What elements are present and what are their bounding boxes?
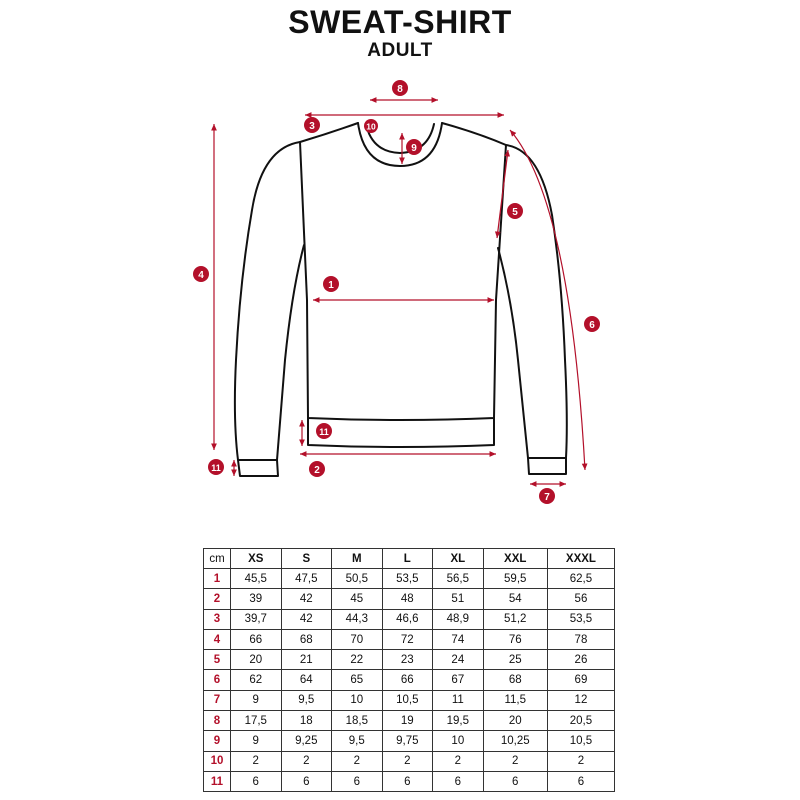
- measurement-label: 2: [204, 589, 231, 609]
- table-cell: 2: [231, 751, 282, 771]
- table-cell: 10,25: [483, 731, 547, 751]
- table-cell: 42: [281, 609, 332, 629]
- table-cell: 59,5: [483, 569, 547, 589]
- table-cell: 18,5: [332, 711, 383, 731]
- marker-7: [539, 488, 555, 504]
- table-row: [204, 771, 615, 791]
- table-cell: 6: [231, 771, 282, 791]
- body-outline: [300, 123, 506, 420]
- table-cell: 70: [332, 629, 383, 649]
- table-cell: 67: [433, 670, 484, 690]
- table-cell: 50,5: [332, 569, 383, 589]
- table-cell: 6: [433, 771, 484, 791]
- table-cell: 11,5: [483, 690, 547, 710]
- table-cell: 11: [433, 690, 484, 710]
- marker-6-label: 6: [589, 320, 595, 331]
- table-cell: 25: [483, 650, 547, 670]
- table-cell: 2: [281, 751, 332, 771]
- table-cell: 2: [332, 751, 383, 771]
- marker-11-cuff-label: 11: [211, 463, 221, 473]
- table-cell: 6: [332, 771, 383, 791]
- marker-8-label: 8: [397, 84, 403, 95]
- table-row: [204, 690, 615, 710]
- table-cell: 48,9: [433, 609, 484, 629]
- size-chart-table: [203, 548, 615, 792]
- marker-5-label: 5: [512, 207, 518, 218]
- marker-3: [304, 117, 320, 133]
- table-cell: 9,5: [332, 731, 383, 751]
- table-cell: 6: [483, 771, 547, 791]
- marker-2-label: 2: [314, 465, 320, 476]
- table-row: [204, 731, 615, 751]
- left-cuff: [238, 460, 278, 476]
- table-row: [204, 609, 615, 629]
- table-cell: 68: [281, 629, 332, 649]
- table-cell: 45: [332, 589, 383, 609]
- table-cell: 23: [382, 650, 433, 670]
- size-header-xxxl: XXXL: [547, 549, 614, 569]
- left-sleeve: [235, 142, 304, 460]
- page-title: SWEAT-SHIRT: [288, 4, 512, 40]
- measurement-label: 7: [204, 690, 231, 710]
- table-cell: 72: [382, 629, 433, 649]
- table-row: [204, 629, 615, 649]
- table-cell: 17,5: [231, 711, 282, 731]
- table-cell: 56: [547, 589, 614, 609]
- table-cell: 65: [332, 670, 383, 690]
- table-cell: 64: [281, 670, 332, 690]
- table-cell: 9,75: [382, 731, 433, 751]
- table-cell: 39: [231, 589, 282, 609]
- table-cell: 9: [231, 731, 282, 751]
- table-cell: 42: [281, 589, 332, 609]
- unit-header: cm: [204, 549, 231, 569]
- marker-7-label: 7: [544, 492, 550, 503]
- table-row: [204, 751, 615, 771]
- table-cell: 10,5: [547, 731, 614, 751]
- table-cell: 22: [332, 650, 383, 670]
- table-cell: 9,5: [281, 690, 332, 710]
- table-cell: 10: [332, 690, 383, 710]
- measurement-label: 9: [204, 731, 231, 751]
- marker-3-label: 3: [309, 121, 315, 132]
- table-cell: 18: [281, 711, 332, 731]
- table-cell: 10,5: [382, 690, 433, 710]
- table-cell: 26: [547, 650, 614, 670]
- measurement-label: 8: [204, 711, 231, 731]
- measurement-label: 1: [204, 569, 231, 589]
- table-cell: 66: [382, 670, 433, 690]
- marker-1: [323, 276, 339, 292]
- size-header-xs: XS: [231, 549, 282, 569]
- right-cuff: [528, 458, 566, 474]
- size-header-xxl: XXL: [483, 549, 547, 569]
- table-row: [204, 589, 615, 609]
- table-cell: 62,5: [547, 569, 614, 589]
- table-row: [204, 711, 615, 731]
- table-cell: 6: [281, 771, 332, 791]
- table-cell: 78: [547, 629, 614, 649]
- table-cell: 56,5: [433, 569, 484, 589]
- measurement-label: 6: [204, 670, 231, 690]
- marker-1-label: 1: [328, 280, 334, 291]
- table-cell: 21: [281, 650, 332, 670]
- table-cell: 20,5: [547, 711, 614, 731]
- table-cell: 76: [483, 629, 547, 649]
- table-cell: 46,6: [382, 609, 433, 629]
- size-header-m: M: [332, 549, 383, 569]
- marker-5: [507, 203, 523, 219]
- marker-10: [364, 119, 378, 133]
- marker-6: [584, 316, 600, 332]
- table-cell: 6: [382, 771, 433, 791]
- table-cell: 39,7: [231, 609, 282, 629]
- table-cell: 19: [382, 711, 433, 731]
- table-cell: 51,2: [483, 609, 547, 629]
- measurement-label: 10: [204, 751, 231, 771]
- marker-9: [406, 139, 422, 155]
- table-cell: 44,3: [332, 609, 383, 629]
- table-cell: 53,5: [382, 569, 433, 589]
- size-header-l: L: [382, 549, 433, 569]
- hem-band: [308, 418, 494, 447]
- measure-line-6: [510, 130, 585, 470]
- table-cell: 9: [231, 690, 282, 710]
- measure-line-5: [497, 150, 508, 238]
- table-cell: 53,5: [547, 609, 614, 629]
- table-cell: 6: [547, 771, 614, 791]
- table-cell: 12: [547, 690, 614, 710]
- marker-10-label: 10: [366, 121, 376, 132]
- table-cell: 48: [382, 589, 433, 609]
- marker-2: [309, 461, 325, 477]
- table-cell: 74: [433, 629, 484, 649]
- measurement-label: 11: [204, 771, 231, 791]
- marker-11-hem-label: 11: [319, 427, 329, 437]
- measurement-label: 4: [204, 629, 231, 649]
- table-cell: 9,25: [281, 731, 332, 751]
- table-cell: 2: [483, 751, 547, 771]
- marker-4-label: 4: [198, 270, 204, 281]
- table-cell: 47,5: [281, 569, 332, 589]
- table-cell: 19,5: [433, 711, 484, 731]
- table-cell: 66: [231, 629, 282, 649]
- marker-11-hem: [316, 423, 332, 439]
- table-cell: 20: [231, 650, 282, 670]
- table-row: [204, 670, 615, 690]
- table-cell: 68: [483, 670, 547, 690]
- table-cell: 20: [483, 711, 547, 731]
- marker-8: [392, 80, 408, 96]
- table-header-row: [204, 549, 615, 569]
- table-cell: 54: [483, 589, 547, 609]
- table-cell: 45,5: [231, 569, 282, 589]
- marker-11-cuff: [208, 459, 224, 475]
- marker-9-label: 9: [411, 143, 417, 154]
- marker-4: [193, 266, 209, 282]
- table-row: [204, 650, 615, 670]
- page-subtitle: ADULT: [367, 40, 433, 61]
- size-header-s: S: [281, 549, 332, 569]
- measurement-label: 5: [204, 650, 231, 670]
- table-cell: 69: [547, 670, 614, 690]
- measurement-label: 3: [204, 609, 231, 629]
- right-sleeve: [498, 145, 567, 458]
- table-cell: 51: [433, 589, 484, 609]
- table-cell: 2: [382, 751, 433, 771]
- table-cell: 2: [433, 751, 484, 771]
- size-header-xl: XL: [433, 549, 484, 569]
- table-cell: 10: [433, 731, 484, 751]
- table-cell: 62: [231, 670, 282, 690]
- table-row: [204, 569, 615, 589]
- table-cell: 24: [433, 650, 484, 670]
- table-cell: 2: [547, 751, 614, 771]
